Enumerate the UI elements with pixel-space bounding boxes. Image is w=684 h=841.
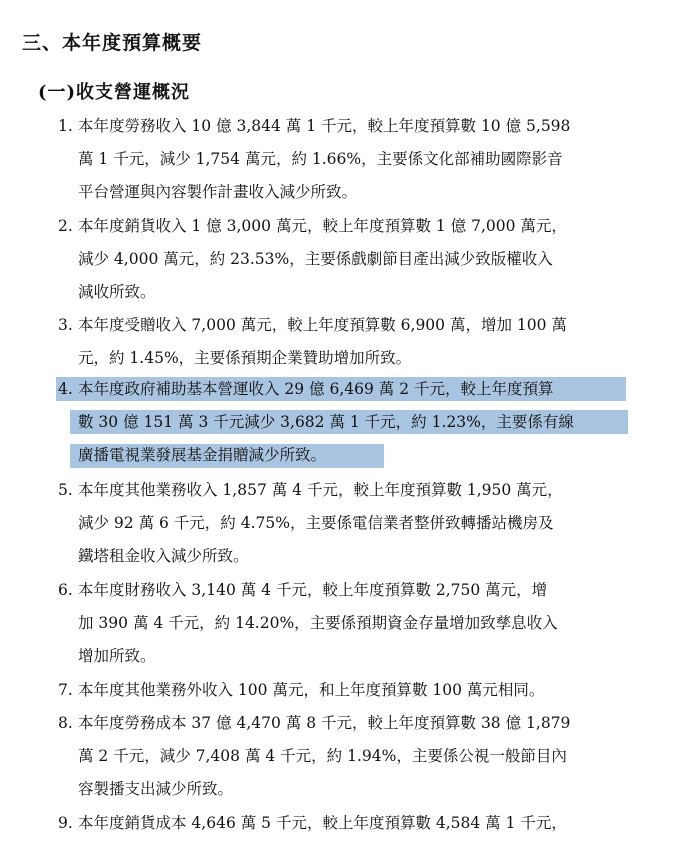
list-item xyxy=(58,574,638,673)
item-line xyxy=(58,474,638,507)
item-line: 減少 4,000 萬元，約 23.53%，主要係戲劇節目產出減少致版權收入 xyxy=(78,250,553,268)
section-heading: 三、本年度預算概要 xyxy=(22,32,203,54)
item-line[interactable]: 廣播電視業發展基金捐贈減少所致。 xyxy=(78,446,327,464)
item-line: 加 390 萬 4 千元，約 14.20%，主要係預期資金存量增加致孳息收入 xyxy=(78,614,558,632)
item-text: 本年度銷貨成本 4,646 萬 5 千元，較上年度預算數 4,584 萬 1 千元， xyxy=(78,814,567,832)
item-number: 8. xyxy=(58,714,73,732)
item-number: 3. xyxy=(58,316,73,334)
item-line xyxy=(58,674,638,707)
subsection-heading: (一)收支營運概況 xyxy=(38,82,191,103)
item-line: 元，約 1.45%，主要係預期企業贊助增加所致。 xyxy=(78,349,412,367)
list-item xyxy=(58,807,638,840)
item-text: 本年度財務收入 3,140 萬 4 千元，較上年度預算數 2,750 萬元，增 xyxy=(78,581,548,599)
item-line: 減收所致。 xyxy=(78,283,156,301)
item-line: 萬 1 千元，減少 1,754 萬元，約 1.66%，主要係文化部補助國際影音 xyxy=(78,150,563,168)
item-line xyxy=(58,707,638,740)
item-number: 4. xyxy=(58,380,73,398)
item-text: 本年度銷貨收入 1 億 3,000 萬元，較上年度預算數 1 億 7,000 萬元， xyxy=(78,217,567,235)
item-text: 本年度其他業務外收入 100 萬元，和上年度預算數 100 萬元相同。 xyxy=(78,681,545,699)
item-text: 本年度其他業務收入 1,857 萬 4 千元，較上年度預算數 1,950 萬元， xyxy=(78,481,563,499)
item-line: 萬 2 千元，減少 7,408 萬 4 千元，約 1.94%，主要係公視一般節目內 xyxy=(78,747,567,765)
item-line: 平台營運與內容製作計畫收入減少所致。 xyxy=(78,183,358,201)
list-item xyxy=(58,707,638,806)
item-line xyxy=(58,309,638,342)
list-item xyxy=(58,309,638,375)
item-line: 鐵塔租金收入減少所致。 xyxy=(78,547,249,565)
item-line xyxy=(58,807,638,840)
list-item xyxy=(58,474,638,573)
list-item xyxy=(58,210,638,309)
item-number: 5. xyxy=(58,481,73,499)
item-line: 減少 92 萬 6 千元，約 4.75%，主要係電信業者整併致轉播站機房及 xyxy=(78,514,554,532)
item-line[interactable] xyxy=(58,373,638,406)
list-item-highlighted[interactable] xyxy=(58,373,638,472)
item-line xyxy=(58,110,638,143)
item-text: 本年度政府補助基本營運收入 29 億 6,469 萬 2 千元，較上年度預算 xyxy=(78,380,554,398)
item-number: 1. xyxy=(58,117,73,135)
item-number: 9. xyxy=(58,814,73,832)
item-text: 本年度勞務成本 37 億 4,470 萬 8 千元，較上年度預算數 38 億 1,879 xyxy=(78,714,571,732)
item-line: 增加所致。 xyxy=(78,647,156,665)
list-item xyxy=(58,110,638,209)
item-line[interactable]: 數 30 億 151 萬 3 千元減少 3,682 萬 1 千元，約 1.23%，主要係有線 xyxy=(78,413,574,431)
item-number: 2. xyxy=(58,217,73,235)
item-text: 本年度受贈收入 7,000 萬元，較上年度預算數 6,900 萬，增加 100 萬 xyxy=(78,316,567,334)
item-number: 7. xyxy=(58,681,73,699)
item-line xyxy=(58,210,638,243)
item-number: 6. xyxy=(58,581,73,599)
item-text: 本年度勞務收入 10 億 3,844 萬 1 千元，較上年度預算數 10 億 5,598 xyxy=(78,117,571,135)
item-line xyxy=(58,574,638,607)
list-item xyxy=(58,674,638,707)
item-line: 容製播支出減少所致。 xyxy=(78,780,234,798)
